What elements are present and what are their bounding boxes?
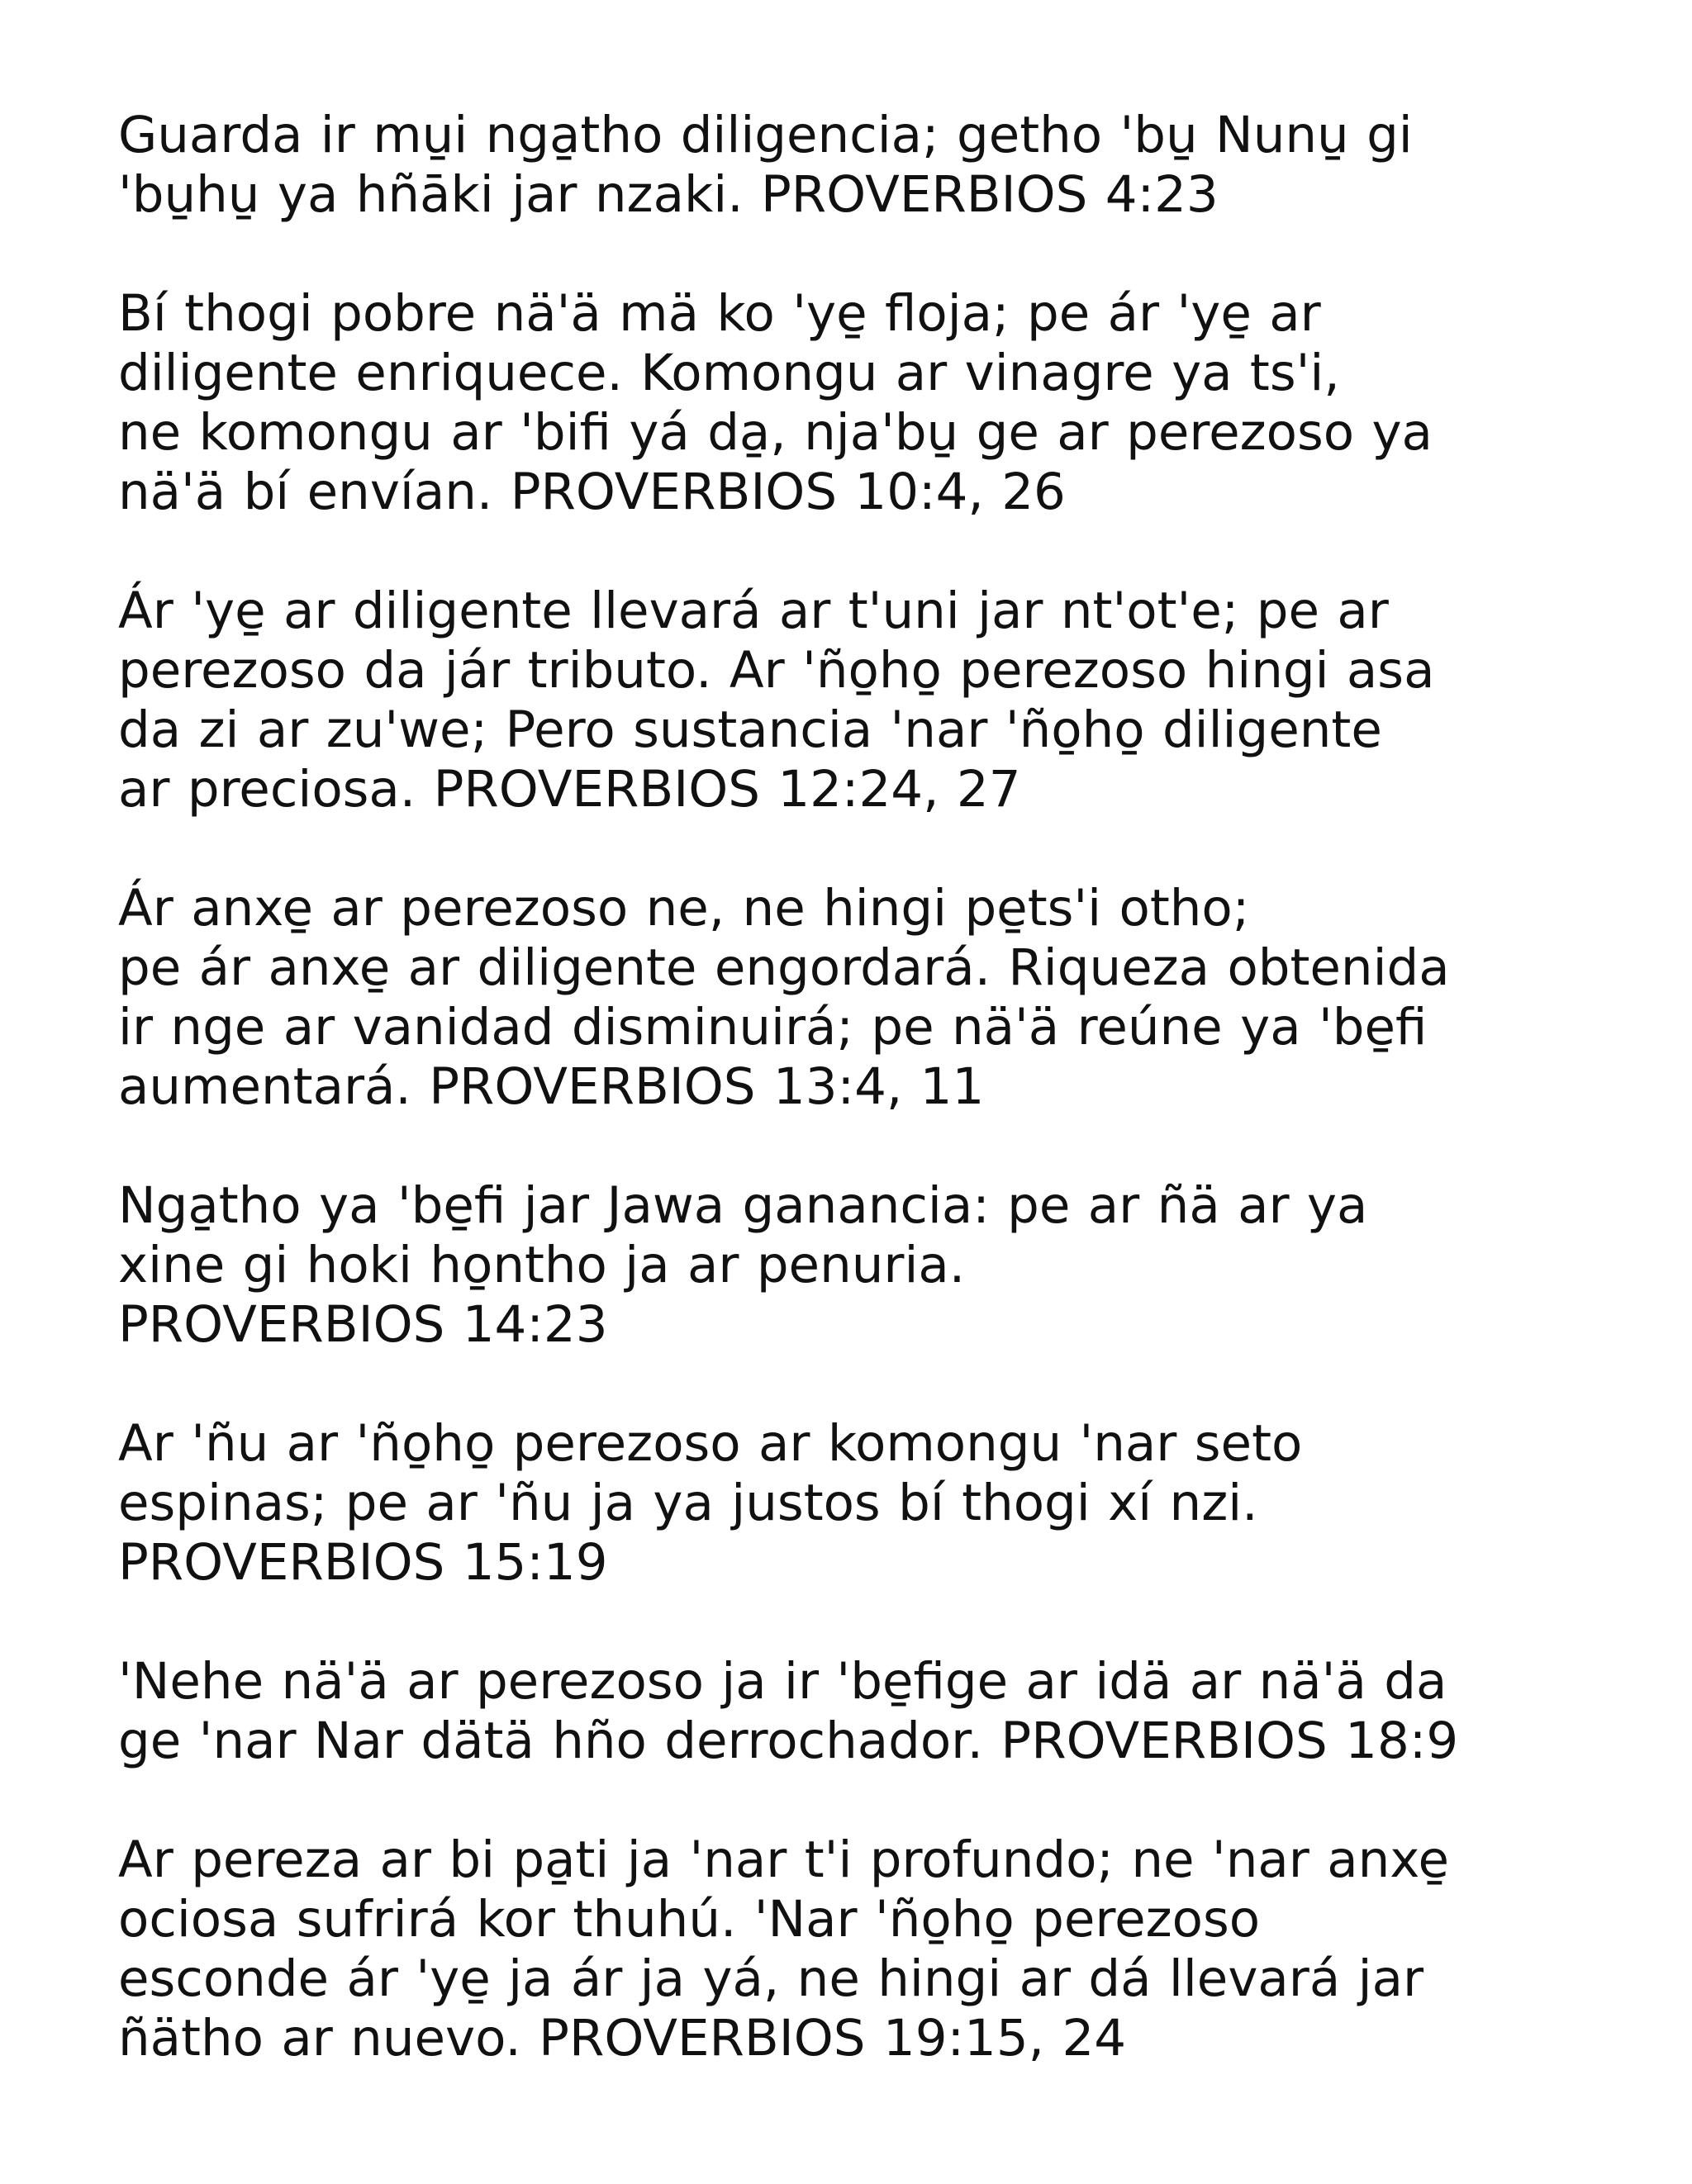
verse-paragraph-proverbios-10-4-26: Bí thogi pobre nä'ä mä ko 'ye̱ floja; pe ár 'ye̱ ar diligente enriquece. Komongu ar vinagre ya ts'i, ne komongu ar 'bifi yá da̱, nja'bu̱ ge ar perezoso ya nä'ä bí envían. PROVERBIOS 10:4, 26: [118, 284, 1433, 521]
verse-paragraph-proverbios-19-15-24: Ar pereza ar bi pa̱ti ja 'nar t'i profundo; ne 'nar anxe̱ ociosa sufrirá kor thuhú. 'Nar 'ño̱ho̱ perezoso esconde ár 'ye̱ ja ár ja yá, ne hingi ar dá llevará jar ñätho ar nuevo. PROVERBIOS 19:15, 24: [118, 1830, 1450, 2068]
verse-paragraph-proverbios-12-24-27: Ár 'ye̱ ar diligente llevará ar t'uni jar nt'ot'e; pe ar perezoso da jár tributo. Ar 'ño̱ho̱ perezoso hingi asa da zi ar zu'we; Pero sustancia 'nar 'ño̱ho̱ diligente ar preciosa. PROVERBIOS 12:24, 27: [118, 582, 1435, 819]
verse-paragraph-proverbios-4-23: Guarda ir mu̱i nga̱tho diligencia; getho 'bu̱ Nunu̱ gi 'bu̱hu̱ ya hñāki jar nzaki. PROVERBIOS 4:23: [118, 106, 1413, 224]
verse-paragraph-proverbios-15-19: Ar 'ñu ar 'ño̱ho̱ perezoso ar komongu 'nar seto espinas; pe ar 'ñu ja ya justos bí thogi xí nzi. PROVERBIOS 15:19: [118, 1414, 1303, 1592]
verse-paragraph-proverbios-13-4-11: Ár anxe̱ ar perezoso ne, ne hingi pe̱ts'i otho; pe ár anxe̱ ar diligente engordará. Riqueza obtenida ir nge ar vanidad disminuirá; pe nä'ä reúne ya 'be̱fi aumentará. PROVERBIOS 13:4, 11: [118, 879, 1450, 1116]
verse-paragraph-proverbios-18-9: 'Nehe nä'ä ar perezoso ja ir 'be̱fige ar idä ar nä'ä da ge 'nar Nar dätä hño derrochador. PROVERBIOS 18:9: [118, 1652, 1459, 1770]
verse-paragraph-proverbios-14-23: Nga̱tho ya 'be̱fi jar Jawa ganancia: pe ar ñä ar ya xine gi hoki ho̱ntho ja ar penuria. PROVERBIOS 14:23: [118, 1176, 1368, 1354]
document-page: [118, 106, 1589, 2068]
